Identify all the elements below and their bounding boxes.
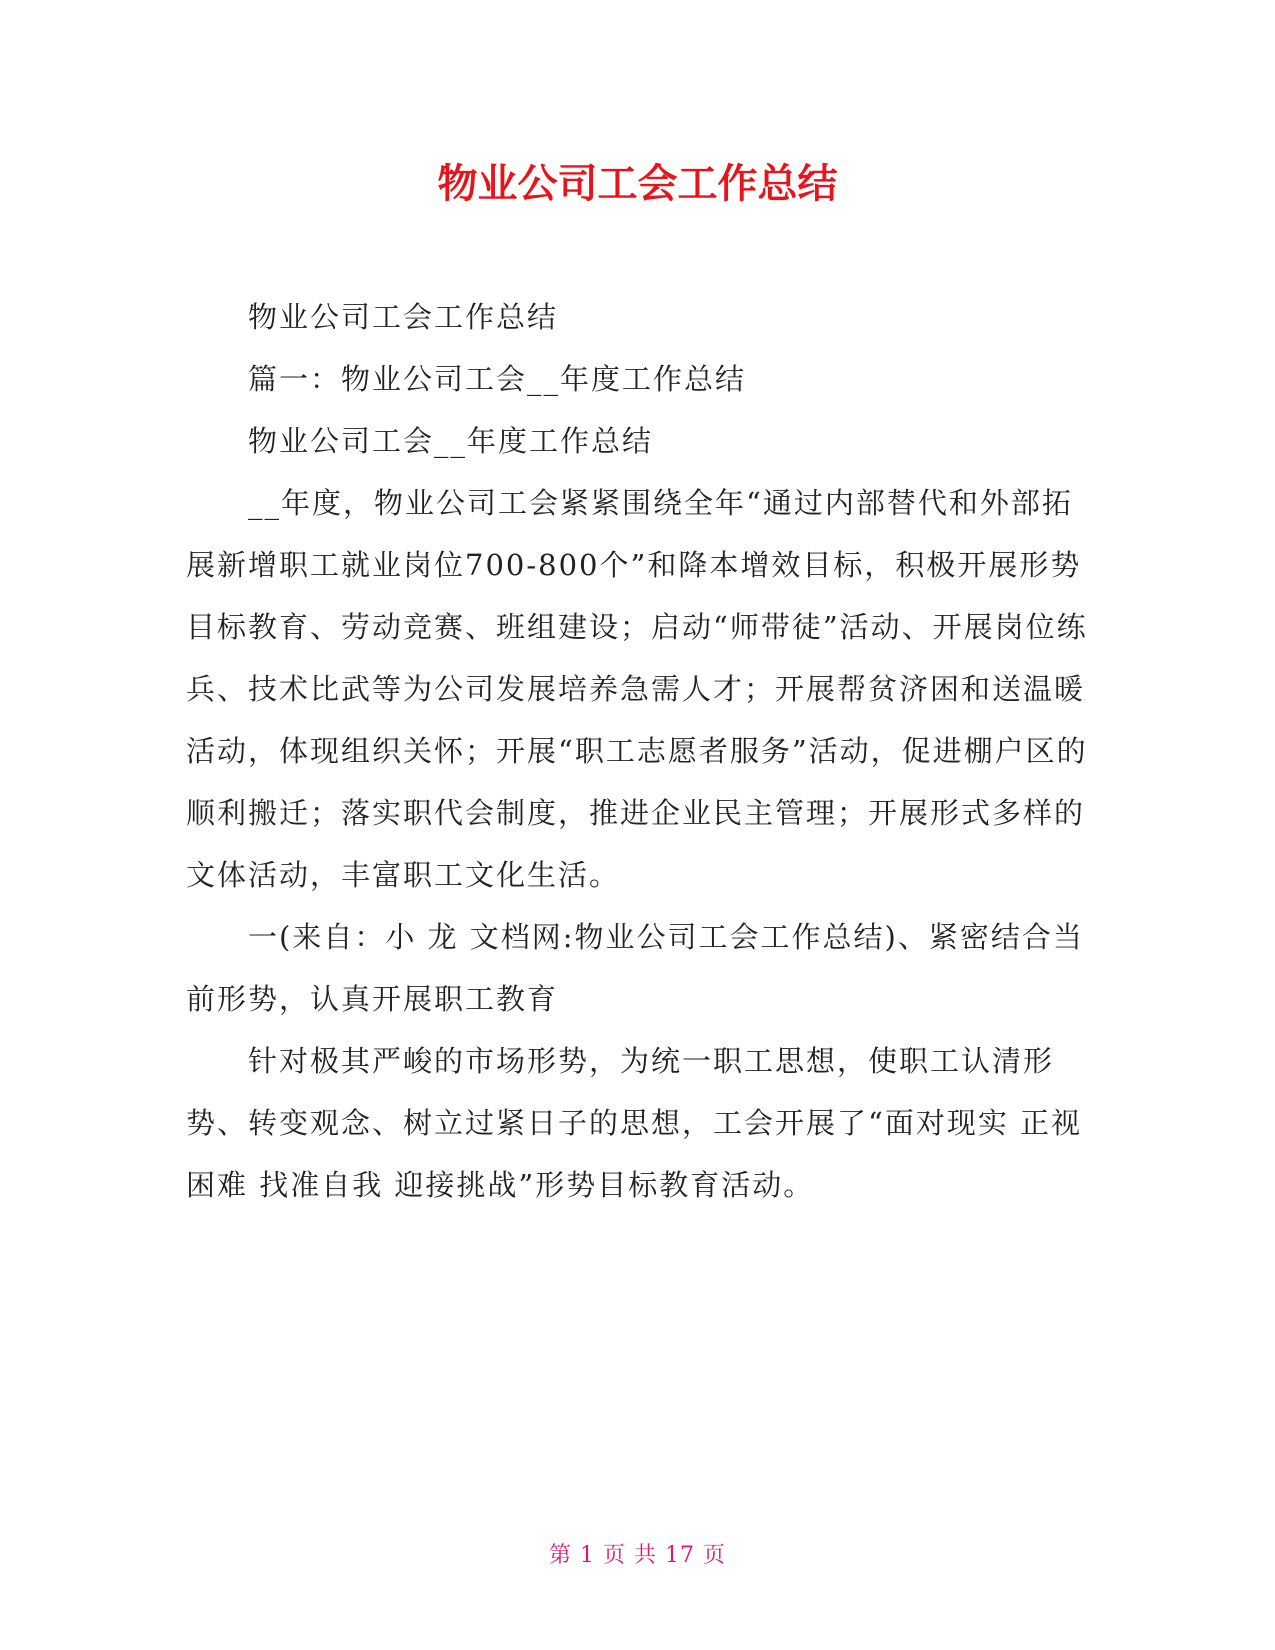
paragraph-education: 针对极其严峻的市场形势，为统一职工思想，使职工认清形势、转变观念、树立过紧日子的思想，工会开展了“面对现实 正视困难 找准自我 迎接挑战”形势目标教育活动。 [186, 1044, 1083, 1202]
paragraph-intro: __年度，物业公司工会紧紧围绕全年“通过内部替代和外部拓展新增职工就业岗位700-800个”和降本增效目标，积极开展形势目标教育、劳动竞赛、班组建设；启动“师带徒”活动、开展岗位练兵、技术比武等为公司发展培养急需人才；开展帮贫济困和送温暖活动，体现组织关怀；开展“职工志愿者服务”活动，促进棚户区的顺利搬迁；落实职代会制度，推进企业民主管理；开展形式多样的文体活动，丰富职工文化生活。 [186, 486, 1088, 892]
page-number-footer: 第 1 页 共 17 页 [549, 1543, 726, 1568]
paragraph-item-one: 一(来自：小 龙 文档网:物业公司工会工作总结)、紧密结合当前形势，认真开展职工教育 [186, 920, 1084, 1016]
page-title: 物业公司工会工作总结 [437, 161, 838, 207]
paragraph-section-heading: 篇一：物业公司工会__年度工作总结 [248, 362, 747, 396]
document-body [186, 286, 1092, 1216]
paragraph-doc-name: 物业公司工会工作总结 [248, 300, 559, 334]
paragraph-subtitle: 物业公司工会__年度工作总结 [248, 424, 654, 458]
